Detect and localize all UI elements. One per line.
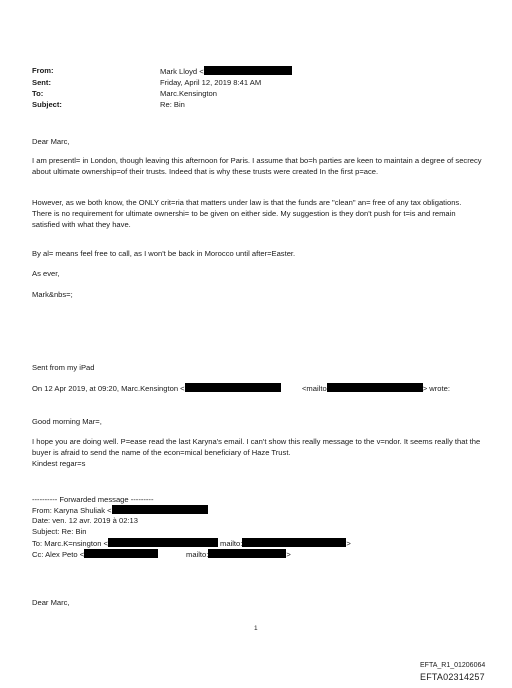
fwd-cc-line — [32, 549, 158, 560]
bates-number-large: EFTA02314257 — [420, 672, 485, 682]
fwd-date: Date: ven. 12 avr. 2019 à 02:13 — [32, 516, 138, 525]
redaction-bar — [108, 538, 218, 547]
paragraph-1: I am presentl= in London, though leaving this afternoon for Paris. I assume that bo=h parties are keen to maintain a degree of secrecy about ultimate ownership=of their trusts. Indeed that is why these trusts were created In the first p=ace. — [32, 156, 482, 176]
greeting: Dear Marc, — [32, 137, 70, 146]
redaction-bar — [208, 549, 286, 558]
forwarded-title: ---------- Forwarded message --------- — [32, 495, 154, 504]
redaction-bar — [84, 549, 158, 558]
fwd-from-line — [32, 505, 208, 516]
fwd-cc-mailto: mailto: — [186, 550, 209, 559]
quote-paragraph: I hope you are doing well. P=ease read the last Karyna's email. I can't show this really message to the v=ndor. It seems really that the buyer is afraid to send the name of the econ=mical beneficiary of Haze Trust. — [32, 437, 481, 457]
fwd-cc-close: > — [286, 550, 291, 559]
final-greeting: Dear Marc, — [32, 598, 70, 607]
paragraph-2: However, as we both know, the ONLY crit=ria that matters under law is that the funds are "clean" an= free of any tax obligations. There is no requirement for ultimate ownershi= to be given on either side. My suggestion is they don't push for t=is and remain satisfied with what they have. — [32, 198, 462, 229]
quote-greeting: Good morning Mar=, — [32, 417, 102, 426]
subject-label: Subject: — [32, 100, 62, 109]
redaction-bar — [204, 66, 292, 75]
fwd-subject: Subject: Re: Bin — [32, 527, 87, 536]
fwd-to-line — [32, 538, 218, 549]
fwd-cc: Cc: Alex Peto < — [32, 550, 85, 559]
from-label: From: — [32, 66, 54, 75]
quote-intro-text: On 12 Apr 2019, at 09:20, Marc.Kensington < — [32, 384, 185, 393]
fwd-from: From: Karyna Shuliak < — [32, 506, 112, 515]
quote-intro — [32, 383, 281, 394]
redaction-bar — [112, 505, 208, 514]
to-value: Marc.Kensington — [160, 89, 217, 98]
to-label: To: — [32, 89, 44, 98]
sent-from-line: Sent from my iPad — [32, 363, 95, 372]
bates-number-small: EFTA_R1_01206064 — [420, 662, 486, 669]
paragraph-3: By al= means feel free to call, as I won't be back in Morocco until after=Easter. — [32, 249, 296, 258]
from-value: Mark Lloyd < — [160, 67, 204, 76]
quote-wrote: > wrote: — [422, 384, 450, 393]
redaction-bar — [185, 383, 281, 392]
quote-mailto: <mailto — [302, 384, 327, 393]
fwd-to-mailto: mailto: — [220, 539, 243, 548]
signature: Mark&nbs=; — [32, 290, 73, 299]
sent-value: Friday, April 12, 2019 8:41 AM — [160, 78, 262, 87]
fwd-to-close: > — [346, 539, 351, 548]
fwd-to: To: Marc.K=nsington < — [32, 539, 108, 548]
quote-regards: Kindest regar=s — [32, 459, 86, 468]
sent-label: Sent: — [32, 78, 51, 87]
closing: As ever, — [32, 269, 60, 278]
redaction-bar — [327, 383, 423, 392]
redaction-bar — [242, 538, 346, 547]
page-number: 1 — [254, 625, 258, 632]
subject-value: Re: Bin — [160, 100, 185, 109]
